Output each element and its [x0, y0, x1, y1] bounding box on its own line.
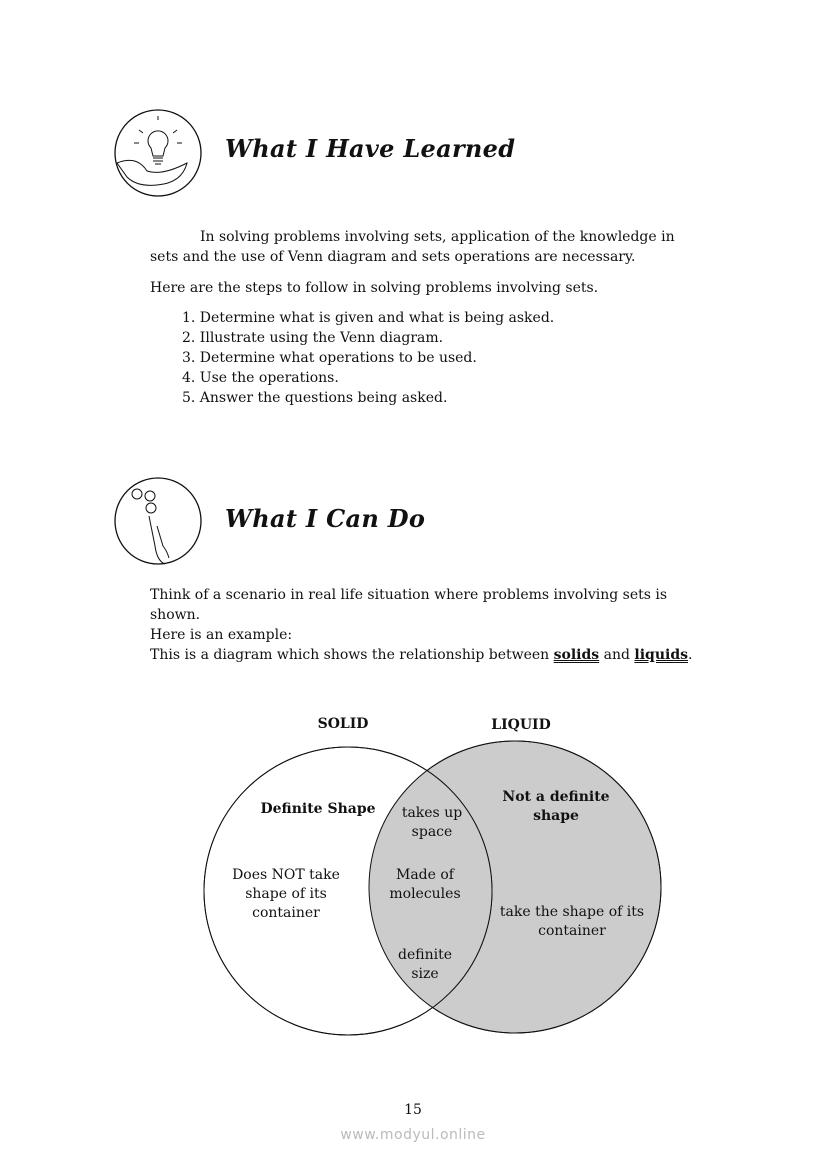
- section-title-can-do: What I Can Do: [225, 504, 426, 533]
- venn-label-liquid: LIQUID: [491, 717, 551, 733]
- line: shape: [533, 808, 579, 824]
- line: definite: [398, 947, 452, 963]
- text: This is a diagram which shows the relationship between: [150, 647, 554, 663]
- list-item: 2. Illustrate using the Venn diagram.: [182, 330, 444, 346]
- keyword-liquids: liquids: [634, 647, 688, 663]
- paragraph-text: sets and the use of Venn diagram and sets operations are necessary.: [150, 249, 636, 265]
- paragraph-text: Here is an example:: [150, 627, 293, 643]
- text: .: [688, 647, 693, 663]
- venn-text: [402, 804, 462, 842]
- line: shape of its: [245, 886, 327, 902]
- watermark: www.modyul.online: [340, 1127, 486, 1143]
- keyword-solids: solids: [553, 647, 600, 663]
- list-item: 3. Determine what operations to be used.: [182, 350, 477, 366]
- paragraph-text: Here are the steps to follow in solving problems involving sets.: [150, 280, 599, 296]
- line: takes up: [401, 805, 463, 821]
- line: Not a definite: [502, 789, 610, 805]
- line: take the shape of its: [499, 904, 645, 920]
- section-title-learned: What I Have Learned: [225, 134, 516, 163]
- venn-text: [232, 866, 340, 923]
- venn-text: Definite Shape: [260, 801, 376, 817]
- line: space: [411, 824, 453, 840]
- line: Does NOT take: [232, 867, 340, 883]
- paragraph-text: shown.: [150, 607, 201, 623]
- venn-text: [500, 903, 644, 941]
- list-item: 1. Determine what is given and what is being asked.: [182, 310, 555, 326]
- line: size: [411, 966, 439, 982]
- list-item: 5. Answer the questions being asked.: [182, 390, 448, 406]
- venn-text: [389, 866, 460, 904]
- line: container: [538, 923, 606, 939]
- text: and: [599, 647, 635, 663]
- venn-text: [502, 788, 609, 826]
- list-item: 4. Use the operations.: [182, 370, 339, 386]
- venn-text: [398, 946, 452, 984]
- paragraph-text: In solving problems involving sets, application of the knowledge in: [200, 229, 675, 245]
- page-number: 15: [404, 1102, 422, 1118]
- line: Made of: [396, 867, 454, 883]
- line: molecules: [389, 886, 461, 902]
- venn-label-solid: SOLID: [317, 716, 369, 732]
- paragraph-text: Think of a scenario in real life situation where problems involving sets is: [150, 587, 668, 603]
- line: container: [252, 905, 320, 921]
